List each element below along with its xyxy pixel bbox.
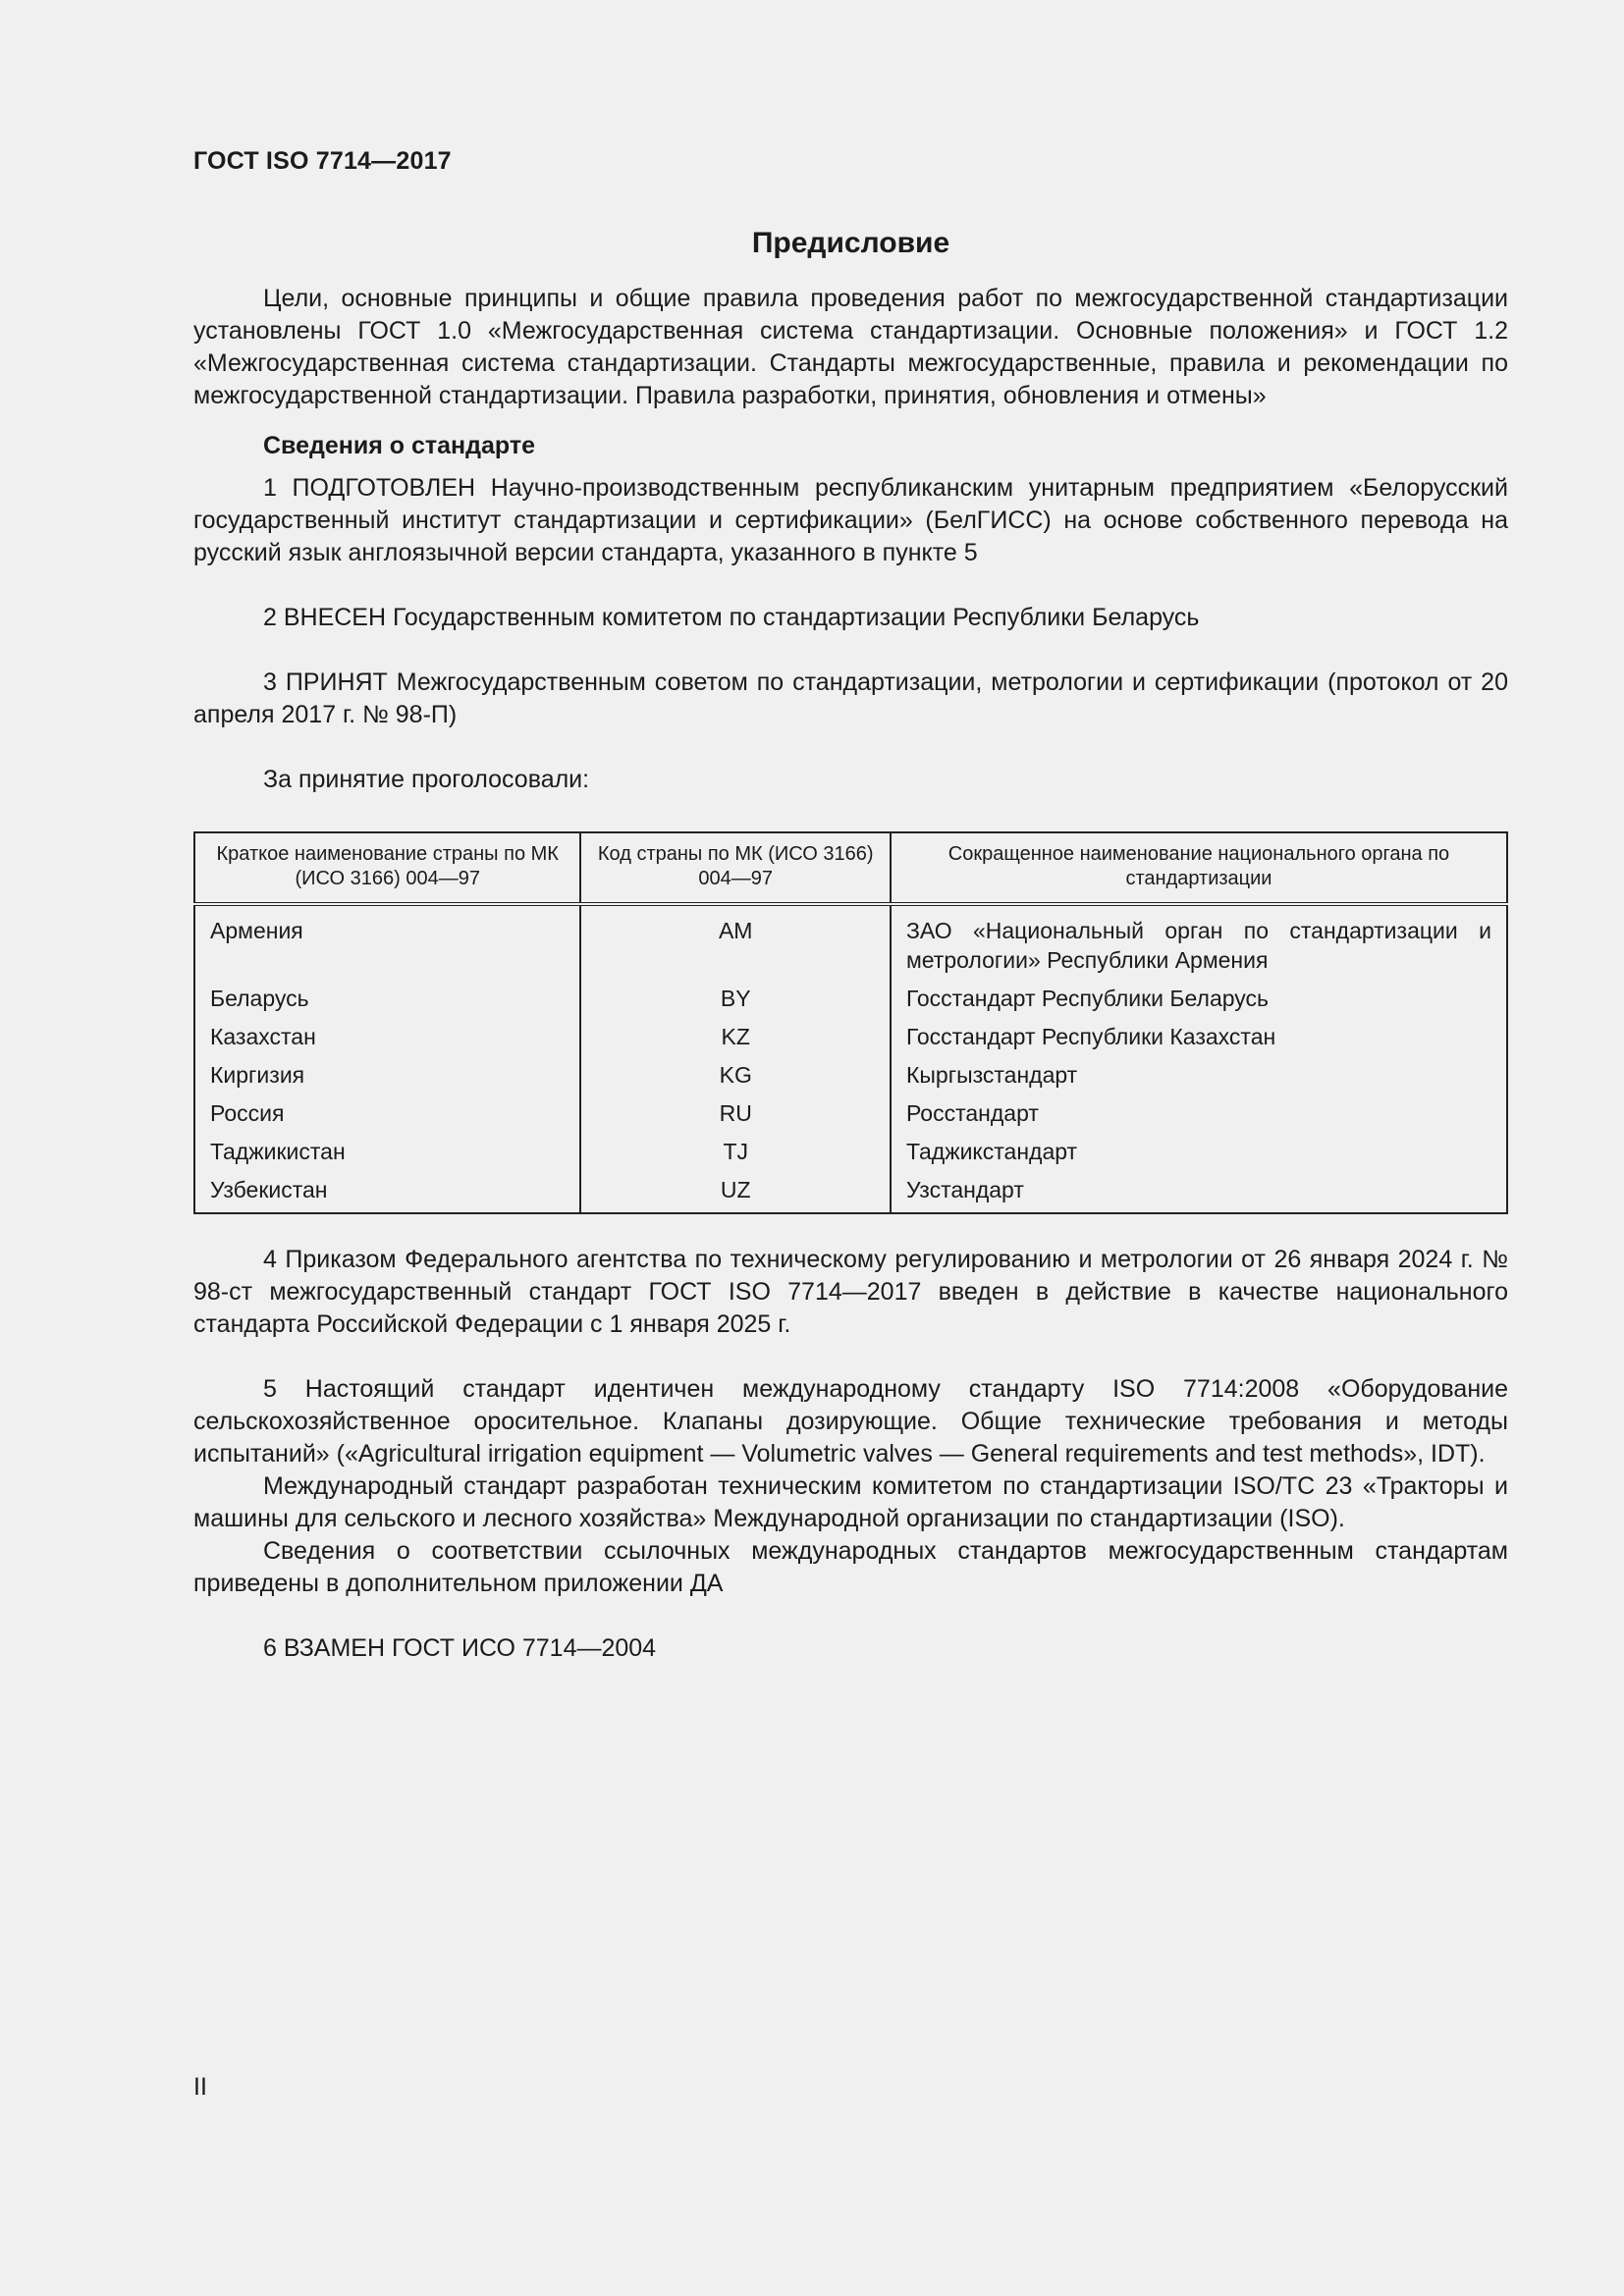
item-6: 6 ВЗАМЕН ГОСТ ИСО 7714—2004	[263, 1634, 657, 1662]
code-cell: TJ	[580, 1132, 890, 1170]
header-code: Код страны по МК (ИСО 3166) 004—97	[580, 832, 890, 904]
code-cell: BY	[580, 979, 890, 1017]
document-header: ГОСТ ISO 7714—2017	[193, 147, 452, 175]
org-cell: Госстандарт Республики Беларусь	[891, 979, 1507, 1017]
table-row	[194, 904, 1507, 979]
country-cell: Киргизия	[194, 1055, 580, 1094]
item-5-paragraph-3: Сведения о соответствии ссылочных международных стандартов межгосударственным стандартам приведены в дополнительном приложении ДА	[193, 1537, 1508, 1597]
subheading: Сведения о стандарте	[263, 432, 536, 459]
org-cell: Росстандарт	[891, 1094, 1507, 1132]
content	[193, 222, 1508, 1665]
code-cell: KZ	[580, 1017, 890, 1055]
org-cell: Кыргызстандарт	[891, 1055, 1507, 1094]
header-org: Сокращенное наименование национального органа по стандартизации	[891, 832, 1507, 904]
code-cell: RU	[580, 1094, 890, 1132]
country-cell: Россия	[194, 1094, 580, 1132]
country-cell: Казахстан	[194, 1017, 580, 1055]
org-cell: Таджикстандарт	[891, 1132, 1507, 1170]
code-cell: KG	[580, 1055, 890, 1094]
page-title: Предисловие	[751, 227, 950, 259]
table-row	[194, 1170, 1507, 1213]
table-row	[194, 1017, 1507, 1055]
country-cell: Таджикистан	[194, 1132, 580, 1170]
table-row	[194, 1132, 1507, 1170]
org-cell: Узстандарт	[891, 1170, 1507, 1213]
code-cell: AM	[580, 904, 890, 979]
item-3: 3 ПРИНЯТ Межгосударственным советом по стандартизации, метрологии и сертификации (протокол от 20 апреля 2017 г. № 98-П)	[193, 668, 1508, 728]
page-number: II	[193, 2073, 207, 2101]
country-cell: Армения	[194, 904, 580, 979]
item-2: 2 ВНЕСЕН Государственным комитетом по стандартизации Республики Беларусь	[263, 604, 1200, 631]
code-cell: UZ	[580, 1170, 890, 1213]
item-5-paragraph-2: Международный стандарт разработан техническим комитетом по стандартизации ISO/TC 23 «Тракторы и машины для сельского и лесного хозяйства» Международной организации по стандартизации (ISO).	[193, 1472, 1508, 1532]
item-1: 1 ПОДГОТОВЛЕН Научно-производственным республиканским унитарным предприятием «Белорусский государственный институт стандартизации и сертификации» (БелГИСС) на основе собственного перевода на русский язык англоязычной версии стандарта, указанного в пункте 5	[193, 474, 1508, 566]
table-row	[194, 1055, 1507, 1094]
org-cell: ЗАО «Национальный орган по стандартизации и метрологии» Республики Армения	[891, 904, 1507, 979]
table-row	[194, 979, 1507, 1017]
item-4: 4 Приказом Федерального агентства по техническому регулированию и метрологии от 26 января 2024 г. № 98-ст межгосударственный стандарт ГОСТ ISO 7714—2017 введен в действие в качестве национального стандарта Российской Федерации с 1 января 2025 г.	[193, 1246, 1508, 1338]
header-country: Краткое наименование страны по МК (ИСО 3166) 004—97	[194, 832, 580, 904]
table-header-row	[194, 832, 1507, 904]
intro-paragraph: Цели, основные принципы и общие правила проведения работ по межгосударственной стандартизации установлены ГОСТ 1.0 «Межгосударственная система стандартизации. Основные положения» и ГОСТ 1.2 «Межгосударственная система стандартизации. Стандарты межгосударственные, правила и рекомендации по межгосударственной стандартизации. Правила разработки, принятия, обновления и отмены»	[193, 285, 1508, 409]
country-cell: Узбекистан	[194, 1170, 580, 1213]
voting-table	[193, 831, 1508, 1214]
vote-intro: За принятие проголосовали:	[263, 766, 590, 793]
org-cell: Госстандарт Республики Казахстан	[891, 1017, 1507, 1055]
item-5: 5 Настоящий стандарт идентичен международному стандарту ISO 7714:2008 «Оборудование сельскохозяйственное оросительное. Клапаны дозирующие. Общие технические требования и методы испытаний» («Agricultural irrigation equipment — Volumetric valves — General requirements and test methods», IDT).	[193, 1375, 1508, 1468]
table-row	[194, 1094, 1507, 1132]
country-cell: Беларусь	[194, 979, 580, 1017]
